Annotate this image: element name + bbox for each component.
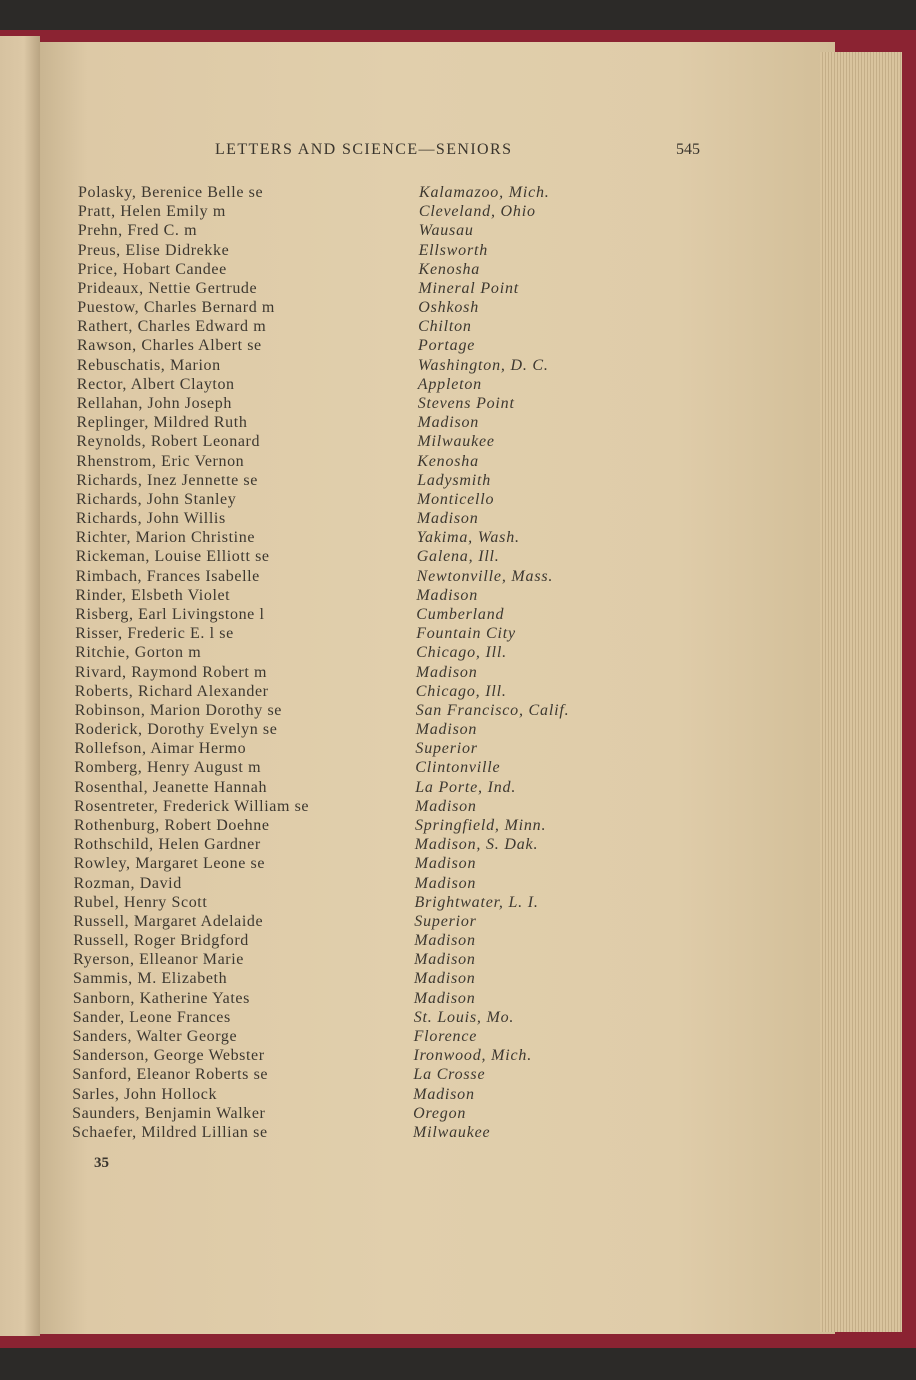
hometown: Madison (417, 414, 480, 432)
list-item (73, 1046, 633, 1065)
student-name: Rhenstrom, Eric Vernon (76, 452, 245, 470)
list-item (74, 854, 634, 873)
hometown: St. Louis, Mo. (413, 1008, 515, 1026)
list-item (75, 701, 635, 720)
hometown: Florence (413, 1027, 478, 1045)
hometown: Madison (416, 510, 479, 528)
list-item (74, 816, 634, 835)
hometown: Milwaukee (413, 1123, 491, 1141)
list-item (74, 739, 634, 758)
hometown: Chilton (418, 318, 472, 336)
hometown: La Porte, Ind. (415, 778, 517, 796)
student-name: Sammis, M. Elizabeth (73, 970, 228, 988)
list-item (77, 413, 637, 432)
list-item (74, 797, 634, 816)
student-name: Rector, Albert Clayton (76, 375, 235, 393)
student-name: Richards, John Willis (75, 510, 226, 528)
student-name: Sanborn, Katherine Yates (72, 989, 250, 1007)
list-item (75, 643, 635, 662)
hometown: Madison (415, 721, 478, 738)
hometown: Cleveland, Ohio (418, 203, 536, 221)
list-item (78, 241, 638, 260)
hometown: Madison (415, 797, 477, 815)
list-item (77, 298, 637, 317)
student-name: Rathert, Charles Edward m (77, 318, 267, 336)
hometown: Madison (414, 855, 477, 873)
list-item (76, 432, 636, 451)
student-name: Puestow, Charles Bernard m (77, 299, 275, 317)
student-name: Rellahan, John Joseph (76, 395, 232, 412)
student-name: Romberg, Henry August m (74, 759, 262, 777)
list-item (72, 1123, 632, 1142)
student-name: Ryerson, Elleanor Marie (73, 951, 244, 969)
hometown: Chicago, Ill. (415, 682, 507, 700)
hometown: Monticello (417, 490, 495, 508)
list-item (76, 528, 636, 547)
student-name: Rebuschatis, Marion (76, 356, 221, 374)
hometown: Kalamazoo, Mich. (419, 184, 550, 201)
student-name: Rickeman, Louise Elliott se (75, 548, 270, 566)
list-item (78, 260, 638, 279)
hometown: Appleton (417, 375, 482, 393)
list-item (78, 202, 638, 221)
list-item (73, 989, 633, 1008)
signature-mark: 35 (94, 1155, 109, 1171)
hometown: Springfield, Minn. (415, 816, 547, 834)
list-item (76, 567, 636, 586)
list-item (73, 931, 633, 950)
list-item (72, 1065, 632, 1084)
hometown: Cumberland (416, 606, 505, 623)
hometown: San Francisco, Calif. (415, 701, 570, 719)
student-name: Schaefer, Mildred Lillian se (72, 1123, 268, 1141)
student-name: Ritchie, Gorton m (75, 644, 202, 662)
student-name: Prehn, Fred C. m (77, 222, 198, 240)
list-item (75, 605, 635, 624)
list-item (74, 893, 634, 912)
list-item (76, 490, 636, 509)
student-name: Sander, Leone Frances (72, 1008, 231, 1026)
student-name: Sarles, John Hollock (72, 1085, 218, 1103)
list-item (74, 835, 634, 854)
list-item (76, 452, 636, 471)
list-item (72, 1104, 632, 1123)
hometown: Superior (415, 740, 478, 758)
hometown: Madison (413, 1085, 475, 1103)
list-item (76, 547, 636, 566)
hometown: Washington, D. C. (417, 356, 549, 374)
student-name: Richards, John Stanley (76, 490, 237, 508)
hometown: Madison (413, 989, 476, 1007)
hometown: Madison (414, 932, 476, 949)
student-name: Saunders, Benjamin Walker (72, 1104, 266, 1122)
hometown: Ellsworth (418, 241, 489, 259)
list-item (76, 509, 636, 528)
list-item (76, 471, 636, 490)
student-name: Rothenburg, Robert Doehne (74, 816, 270, 834)
student-name: Sanderson, George Webster (72, 1047, 265, 1065)
list-item (78, 221, 638, 240)
student-name: Rawson, Charles Albert se (77, 337, 262, 355)
list-item (73, 969, 633, 988)
hometown: Madison (414, 874, 477, 892)
hometown: Ladysmith (417, 471, 492, 489)
student-name: Polasky, Berenice Belle se (78, 184, 264, 201)
list-item (73, 1008, 633, 1027)
student-name: Rinder, Elsbeth Violet (75, 586, 231, 604)
hometown: Kenosha (418, 260, 481, 278)
hometown: Chicago, Ill. (416, 644, 507, 662)
hometown: Yakima, Wash. (416, 529, 520, 547)
list-item (77, 279, 637, 298)
running-head: LETTERS AND SCIENCE—SENIORS (215, 141, 513, 158)
student-name: Reynolds, Robert Leonard (76, 433, 261, 451)
student-name: Sanford, Eleanor Roberts se (72, 1066, 269, 1084)
list-item (77, 356, 637, 375)
list-item (73, 950, 633, 969)
student-name: Rivard, Raymond Robert m (74, 663, 268, 681)
student-name: Rosenthal, Jeanette Hannah (74, 778, 268, 796)
list-item (73, 912, 633, 931)
list-item (74, 778, 634, 797)
student-name: Russell, Roger Bridgford (73, 932, 249, 949)
student-name: Rothschild, Helen Gardner (73, 836, 261, 854)
list-item (75, 624, 635, 643)
hometown: Kenosha (417, 452, 479, 470)
student-name: Price, Hobart Candee (77, 260, 227, 278)
student-name: Risberg, Earl Livingstone l (75, 606, 265, 623)
hometown: Madison (415, 663, 478, 681)
hometown: Stevens Point (417, 395, 515, 412)
student-name: Robinson, Marion Dorothy se (74, 701, 282, 719)
student-name: Pratt, Helen Emily m (77, 203, 226, 221)
hometown: Oshkosh (418, 299, 480, 317)
hometown: Superior (414, 912, 477, 930)
hometown: Mineral Point (418, 279, 520, 297)
list-item (75, 586, 635, 605)
student-name: Richards, Inez Jennette se (76, 471, 258, 489)
student-name: Rosentreter, Frederick William se (74, 797, 310, 815)
hometown: Portage (418, 337, 476, 355)
hometown: Milwaukee (417, 433, 495, 451)
list-item (78, 183, 638, 202)
student-name: Risser, Frederic E. l se (75, 625, 234, 643)
list-item (75, 663, 635, 682)
hometown: Madison (416, 586, 478, 604)
student-name: Rimbach, Frances Isabelle (75, 567, 260, 585)
list-item (74, 758, 634, 777)
list-item (72, 1085, 632, 1104)
student-name: Replinger, Mildred Ruth (76, 414, 248, 432)
hometown: Galena, Ill. (416, 548, 500, 566)
student-name: Prideaux, Nettie Gertrude (77, 279, 258, 297)
student-name: Richter, Marion Christine (75, 529, 256, 547)
list-item (75, 682, 635, 701)
student-name: Roderick, Dorothy Evelyn se (74, 721, 278, 738)
hometown: Newtonville, Mass. (416, 567, 554, 585)
previous-page-edge (0, 36, 40, 1336)
student-name: Sanders, Walter George (72, 1027, 238, 1045)
hometown: Wausau (418, 222, 474, 240)
page-number: 545 (676, 141, 700, 158)
list-item (74, 874, 634, 893)
list-item (77, 317, 637, 336)
list-item (77, 336, 637, 355)
hometown: Madison (414, 970, 476, 988)
hometown: La Crosse (413, 1066, 486, 1084)
student-name: Rubel, Henry Scott (73, 893, 208, 911)
list-item (77, 394, 637, 413)
student-name: Roberts, Richard Alexander (74, 682, 269, 700)
list-item (75, 720, 635, 739)
hometown: Clintonville (415, 759, 501, 777)
student-name: Rowley, Margaret Leone se (73, 855, 266, 873)
hometown: Ironwood, Mich. (413, 1047, 533, 1065)
hometown: Oregon (413, 1104, 467, 1122)
hometown: Madison, S. Dak. (414, 836, 539, 854)
student-name: Rozman, David (73, 874, 182, 892)
page-edges (820, 52, 902, 1332)
hometown: Fountain City (416, 625, 516, 643)
list-item (73, 1027, 633, 1046)
student-name: Russell, Margaret Adelaide (73, 912, 264, 930)
hometown: Brightwater, L. I. (414, 893, 539, 911)
student-name: Rollefson, Aimar Hermo (74, 740, 247, 758)
list-item (77, 375, 637, 394)
student-name: Preus, Elise Didrekke (77, 241, 230, 259)
hometown: Madison (414, 951, 476, 969)
